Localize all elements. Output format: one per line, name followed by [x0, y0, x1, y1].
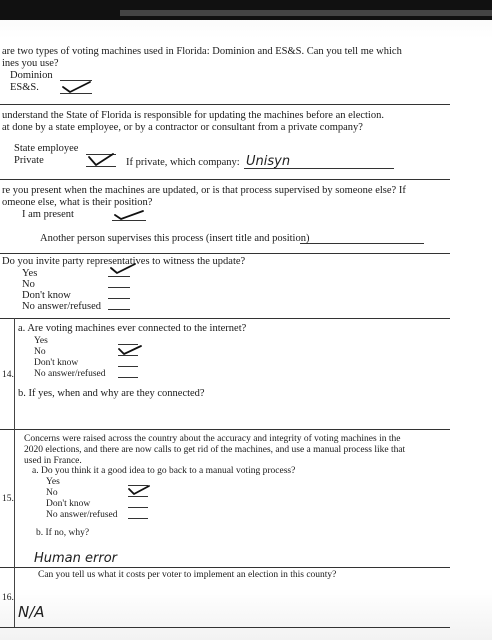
q14-option-no: No [34, 347, 46, 357]
party-option-no: No [22, 279, 35, 290]
company-answer-handwriting: Unisyn [246, 154, 291, 169]
q-machines-text-line2: ines you use? [2, 58, 59, 69]
section-divider [0, 253, 450, 254]
q15b-answer-handwriting: Human error [34, 551, 118, 566]
q14-option-yes: Yes [34, 336, 48, 346]
option-private: Private [14, 155, 44, 166]
q-present-text-line2: omeone else, what is their position? [2, 197, 153, 208]
checkmark-q15-no [128, 484, 150, 495]
option-dominion: Dominion [10, 70, 53, 81]
q-party-text: Do you invite party representatives to witness the update? [2, 256, 246, 267]
option-state-employee: State employee [14, 143, 79, 154]
section-divider [0, 627, 450, 628]
q15-number: 15. [2, 494, 14, 504]
q15-option-refused: No answer/refused [46, 510, 118, 520]
party-option-yes: Yes [22, 268, 38, 279]
blank-q14-refused[interactable] [118, 377, 138, 378]
company-label: If private, which company: [126, 157, 240, 168]
q15b-text: b. If no, why? [36, 528, 90, 538]
q15-text-line3: used in France. [24, 456, 82, 466]
section-divider [0, 318, 450, 319]
q14a-text: a. Are voting machines ever connected to the internet? [18, 323, 247, 334]
q14-number: 14. [2, 370, 14, 380]
q15a-text: a. Do you think it a good idea to go back to a manual voting process? [32, 466, 296, 476]
scan-top-shadow [120, 10, 492, 16]
blank-q15-dont-know[interactable] [128, 507, 148, 508]
blank-party-dont-know[interactable] [108, 298, 130, 299]
option-i-am-present: I am present [22, 209, 74, 220]
blank-q15-refused[interactable] [128, 518, 148, 519]
q15-number-column [14, 429, 15, 567]
q16-number: 16. [2, 593, 14, 603]
blank-another-person[interactable] [300, 243, 424, 244]
checkmark-q14-no [118, 344, 142, 355]
blank-party-yes[interactable] [108, 276, 130, 277]
q15-option-dont-know: Don't know [46, 499, 91, 509]
checkmark-present [114, 209, 144, 221]
q-machines-text-line1: are two types of voting machines used in Florida: Dominion and ES&S. Can you tell me which [2, 46, 402, 57]
blank-q14-no[interactable] [118, 355, 138, 356]
q14b-text: b. If yes, when and why are they connected? [18, 388, 205, 399]
q-updating-text-line2: at done by a state employee, or by a contractor or consultant from a private company? [2, 122, 363, 133]
blank-q15-no[interactable] [128, 496, 148, 497]
option-another-person: Another person supervises this process (insert title and position) [40, 233, 310, 244]
checkmark-party-yes [110, 263, 136, 275]
q15-text-line2: 2020 elections, and there are now calls to get rid of the machines, and use a manual process like that [24, 445, 406, 455]
q14-number-column [14, 318, 15, 429]
section-divider [0, 567, 450, 568]
q15-option-yes: Yes [46, 477, 60, 487]
q-updating-text-line1: understand the State of Florida is responsible for updating the machines before an election. [2, 110, 384, 121]
q14-option-refused: No answer/refused [34, 369, 106, 379]
section-divider [0, 179, 450, 180]
q14-option-dont-know: Don't know [34, 358, 79, 368]
section-divider [0, 104, 450, 105]
q16-answer-handwriting: N/A [18, 603, 45, 621]
checkmark-private [88, 153, 114, 167]
option-ess: ES&S. [10, 82, 39, 93]
blank-q14-dont-know[interactable] [118, 366, 138, 367]
section-divider [0, 429, 450, 430]
q16-number-column [14, 567, 15, 627]
checkmark-ess [62, 80, 92, 94]
q-present-text-line1: re you present when the machines are updated, or is that process supervised by someone else? If [2, 185, 406, 196]
blank-party-no[interactable] [108, 287, 130, 288]
blank-party-refused[interactable] [108, 309, 130, 310]
q15-text-line1: Concerns were raised across the country about the accuracy and integrity of voting machines in the [24, 434, 401, 444]
party-option-refused: No answer/refused [22, 301, 102, 312]
party-option-dont-know: Don't know [22, 290, 71, 301]
q15-option-no: No [46, 488, 58, 498]
q16-text: Can you tell us what it costs per voter to implement an election in this county? [38, 570, 337, 580]
